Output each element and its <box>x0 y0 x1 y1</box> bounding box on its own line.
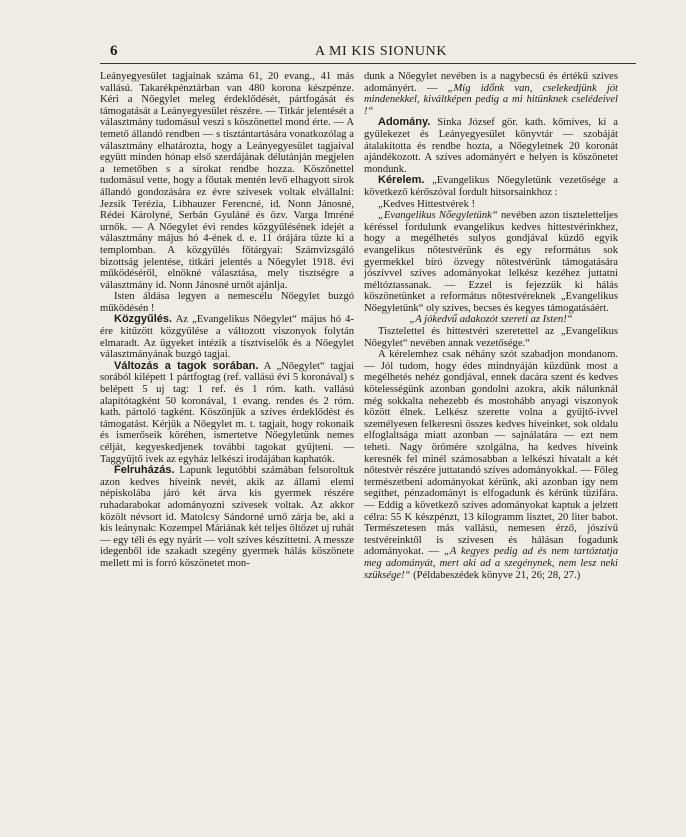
letter-body <box>364 210 618 314</box>
comment-text: A kérelemhez csak néhány szót szabadjon mondanom. — Jól tudom, hogy édes mindnyáján küzdünk most a megélhetés nehéz gondjával, ennek dacára szent és kedves kötelességünk azonban gondolni azokra, akik nálunknál még sokkalta nehezebb és mostohább anyagi viszonyok között élnek. Lelkész szerette volna a gyűjtő-ivvel személyesen felkeresni összes kedves híveinket, sok oldalu elfoglaltsága miatt azonban — sajnálatára — ezt nem teheti. Nagy örömére szolgálna, ha kedves híveink keresnék fel minél számosabban a lelkészi hivatalt a két nőtestvér részére juttatandó szíves adományokkal. — Főleg természetbeni adományokat kérünk, aki azonban így nem segíthet, pénzadományt is elfogadunk és kérünk tüzifára. — Eddig a következő szíves adományokat kaptuk a jelzett célra: 55 K készpénzt, 13 kilogramm lisztet, 20 liter babot. Természetesen más vallású, nemesen érző, jószívű testvéreinktől is szívesen és hálásan fogadunk adományokat. — <box>364 349 618 558</box>
section-heading: Felruházás. <box>114 464 175 477</box>
letter-salutation: „Kedves Hittestvérek ! <box>378 198 476 210</box>
page-number: 6 <box>110 43 118 59</box>
closing-blessing: Isten áldása legyen a nemescélu Nőegylet buzgó működésén ! <box>100 291 354 314</box>
continuation-text: dunk a Nőegylet nevében is a nagybecsű és értékű szíves adományért. — <box>364 71 618 94</box>
right-column <box>364 71 618 581</box>
section-body: „Evangelikus Nőegyletünk vezetősége a következő kérőszóval fordult hitsorsainkhoz : <box>364 175 618 198</box>
letter-signature: Tisztelettel és hittestvéri szeretettel az „Evangelikus Nőegylet“ nevében annak vezetősége.“ <box>364 326 618 349</box>
pastor-comment <box>364 349 618 581</box>
article-continuation <box>364 71 618 117</box>
article-kozgyules <box>100 314 354 360</box>
section-heading: Adomány. <box>378 116 431 129</box>
letter-motto: „A jókedvű adakozót szereti az Isten!“ <box>409 314 573 326</box>
article-valtozas <box>100 361 354 465</box>
section-heading: Közgyűlés. <box>114 313 173 326</box>
section-body: Lapunk legutóbbi számában felsoroltuk azon kedves híveink nevét, akik az állami elemi népiskolába járó két árva kis gyermek részére ruhadarabokat adományozni szívesek voltak. Az akkor közölt névsort id. Matolcsy Sándorné urnő zárja be, aki a kis leánynak: Kozempel Máriának két teljes öltözet uj ruhát — egy téli és egy nyárit — volt szíves készíttetni. A messze idegenből ide szakadt szegény gyermek hálás köszönete mellett mi is forró köszönetet mon- <box>100 465 354 569</box>
article-felruhazas <box>100 465 354 569</box>
section-body: Sinka József gör. kath. kőmíves, ki a gyülekezet és Leányegyesület könyvtár — szobáját átalakította és rendbe hozta, a Nőegyletnek 20 koronát ajándékozott. A szíves adományért e helyen is köszönetet mondunk. <box>364 117 618 175</box>
left-column <box>100 71 354 570</box>
quote-reference: (Példabeszédek könyve 21, 26; 28, 27.) <box>410 569 581 581</box>
section-heading: Kérelem. <box>378 174 425 187</box>
header-rule <box>100 63 636 64</box>
article-kerelem <box>364 175 618 198</box>
letter-text: nevében azon tiszteletteljes kéréssel fordulunk evangelikus kedves hittestvérinkhez, hogy a megélhetés sulyos gondjával küzdő egyik evangelikus nőtestvérünk és egy református sok gyermekkel bíró özvegy nőtestvérünk támogatására jószívvel szíves adományokat lelkész kezéhez juttatni méltóztassanak. — Ezzel is fejezzük ki hálás köszönetünket a református nőtestvéreknek „Evangelikus Nőegyletünk“ oly szíves, becses és kegyes támogatásáért. <box>364 210 618 314</box>
article-paragraph: Leányegyesület tagjainak száma 61, 20 evang., 41 más vallású. Takarékpénztárban van 480 korona készpénze. Kéri a Nőegylet meleg érdeklődését, pártfogását és támogatását a Leányegyesület részére. — Titkár jelentését a választmány tudomásul veszi s köszönettel mond érte. — A temető állandó rendben — s tisztántartására vonatkozólag a választmány elhatározta, hogy a Leányegyesület tagjaival együtt minden hónap első szerdájának délutánján megjelen a temetőben s a sírokat rendbe hozza. Köszönettel tudomásul vette, hogy a főutak mentén levő elhagyott sírok állandó gondozására ez évre szívesek voltak elvállalni: Jezsik Terézia, Libhauzer Ferencné, id. Nonn Jánosné, Rédei Károlyné, Serbán Gyuláné és özv. Varga Imréné urnők. — A Nőegylet évi rendes közgyűlésének idejét a választmány május hó 4-ének d. e. 11 órájára tűzte ki a templomban. A közgyűlés főtárgyai: Számvizsgáló bizottság jelentése, titkári jelentés a Nőegylet 1918. évi működéséről, elnökné választása, mely tisztségre a választmány id. Nonn Jánosné urnőt ajánlja. <box>100 71 354 291</box>
section-body: Az „Evangelikus Nőegylet“ május hó 4-ére kitűzött közgyűlése a változott viszonyok folytán elmaradt. Az ügyeket intézik a tisztviselők és a Nőegylet választmányának buzgó tagjai. <box>100 314 354 361</box>
section-body: A „Nőegylet“ tagjai sorából kilépett 1 pártfogtag (ref. vallású évi 5 koronával) s belépett 5 uj tag: 1 ref. és 1 róm. kath. vallású alapítótagként 50 koronával, 1 evang. rendes és 2 róm. kath. pártoló tagként. Köszönjük a szíves érdeklődést és támogatást. Kérjük a Nőegylet m. t. tagjait, hogy rokonaik és ismerőseik köréhen, ismertetve Nőegyletünk nemes célját, kegyeskedjenek további tagokat gyűjteni. — Taggyűjtő ivek az egyház lelkészi irodájában kaphatók. <box>100 360 354 465</box>
closing-quote: „A kegyes pedig ad és nem tartóztatja meg adományát, mert aki ad a szegénynek, nem lesz neki szüksége!“ <box>364 546 618 581</box>
publication-title: A MI KIS SIONUNK <box>314 44 448 59</box>
section-heading: Változás a tagok sorában. <box>114 359 259 372</box>
org-name: „Evangelikus Nőegyletünk“ <box>378 210 498 222</box>
page-header <box>86 43 642 61</box>
article-adomany <box>364 117 618 175</box>
bible-quote: „Míg időnk van, cselekedjünk jót mindenekkel, kiváltképen pedig a mi hitünknek cselédeivel !“ <box>364 82 619 117</box>
